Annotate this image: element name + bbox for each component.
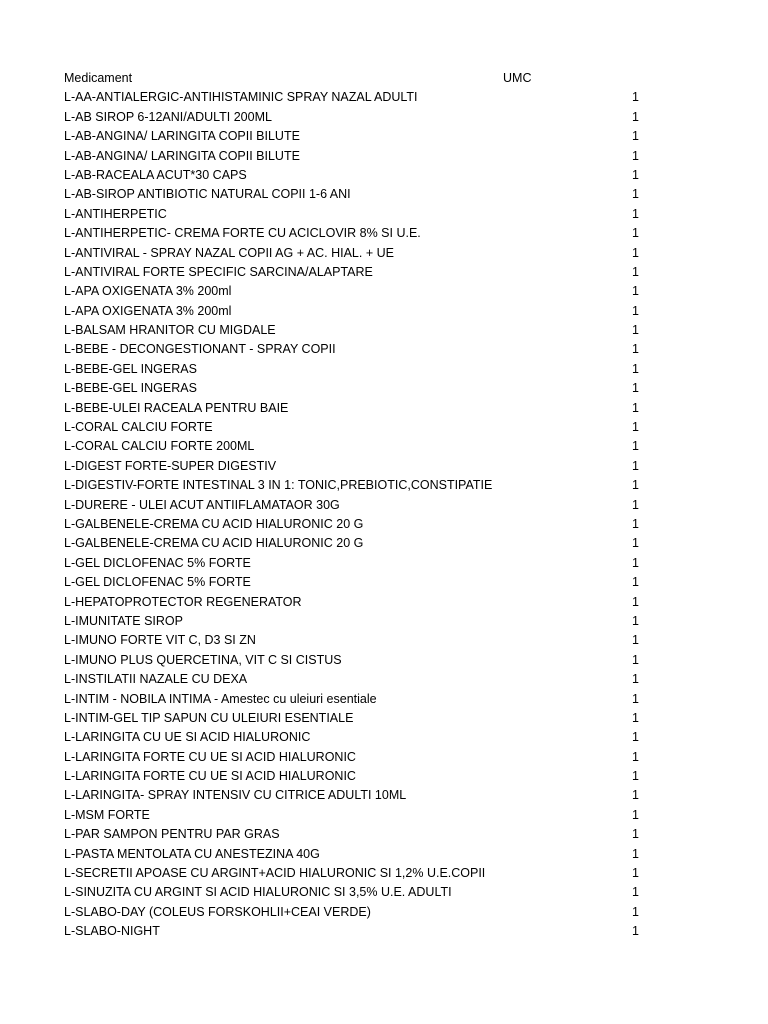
medicament-qty: 1: [632, 148, 639, 163]
medicament-qty: 1: [632, 633, 639, 648]
header-umc: UMC: [503, 71, 532, 85]
medicament-qty: 1: [632, 613, 639, 628]
medicament-qty: 1: [632, 710, 639, 725]
medicament-qty: 1: [632, 439, 639, 454]
table-row: [0, 302, 768, 321]
medicament-qty: 1: [632, 866, 639, 881]
medicament-qty: 1: [632, 264, 639, 279]
table-row: [0, 244, 768, 263]
medicament-qty: 1: [632, 885, 639, 900]
table-body: [0, 88, 768, 941]
medicament-name: L-BALSAM HRANITOR CU MIGDALE: [64, 323, 276, 338]
medicament-name: L-SINUZITA CU ARGINT SI ACID HIALURONIC SI 3,5% U.E. ADULTI: [64, 885, 452, 900]
table-row: [0, 767, 768, 786]
medicament-qty: 1: [632, 904, 639, 919]
medicament-name: L-APA OXIGENATA 3% 200ml: [64, 303, 232, 318]
table-row: [0, 515, 768, 534]
medicament-qty: 1: [632, 323, 639, 338]
table-row: [0, 437, 768, 456]
medicament-name: L-CORAL CALCIU FORTE 200ML: [64, 439, 255, 454]
medicament-name: L-LARINGITA FORTE CU UE SI ACID HIALURONIC: [64, 769, 356, 784]
header-medicament: Medicament: [64, 71, 133, 85]
medicament-name: L-BEBE - DECONGESTIONANT - SPRAY COPII: [64, 342, 336, 357]
table-row: [0, 379, 768, 398]
table-row: [0, 845, 768, 864]
medicament-qty: 1: [632, 691, 639, 706]
medicament-qty: 1: [632, 575, 639, 590]
table-row: [0, 496, 768, 515]
table-row: [0, 399, 768, 418]
table-row: [0, 631, 768, 650]
table-row: [0, 340, 768, 359]
medicament-name: L-ANTIHERPETIC- CREMA FORTE CU ACICLOVIR 8% SI U.E.: [64, 226, 421, 241]
medicament-qty: 1: [632, 129, 639, 144]
medicament-qty: 1: [632, 555, 639, 570]
table-row: [0, 88, 768, 107]
medicament-name: L-APA OXIGENATA 3% 200ml: [64, 284, 232, 299]
table-row: [0, 651, 768, 670]
medicament-name: L-IMUNITATE SIROP: [64, 613, 183, 628]
medicament-qty: 1: [632, 749, 639, 764]
medicament-name: L-ANTIHERPETIC: [64, 206, 167, 221]
medicament-qty: 1: [632, 846, 639, 861]
table-row: [0, 418, 768, 437]
table-row: [0, 554, 768, 573]
table-row: [0, 166, 768, 185]
medicament-name: L-ANTIVIRAL FORTE SPECIFIC SARCINA/ALAPTARE: [64, 264, 373, 279]
medicament-qty: 1: [632, 284, 639, 299]
table-row: [0, 709, 768, 728]
table-row: [0, 825, 768, 844]
table-row: [0, 321, 768, 340]
medicament-qty: 1: [632, 594, 639, 609]
table-row: [0, 147, 768, 166]
table-row: [0, 224, 768, 243]
medicament-qty: 1: [632, 788, 639, 803]
table-row: [0, 127, 768, 146]
medicament-name: L-DIGEST FORTE-SUPER DIGESTIV: [64, 458, 277, 473]
medicament-qty: 1: [632, 652, 639, 667]
medicament-name: L-AA-ANTIALERGIC-ANTIHISTAMINIC SPRAY NAZAL ADULTI: [64, 90, 418, 105]
table-row: [0, 922, 768, 941]
medicament-qty: 1: [632, 90, 639, 105]
medicament-qty: 1: [632, 516, 639, 531]
medicament-qty: 1: [632, 226, 639, 241]
medicament-qty: 1: [632, 924, 639, 939]
medicament-name: L-AB-ANGINA/ LARINGITA COPII BILUTE: [64, 129, 300, 144]
medicament-name: L-GALBENELE-CREMA CU ACID HIALURONIC 20 G: [64, 536, 364, 551]
medicament-qty: 1: [632, 361, 639, 376]
table-row: [0, 612, 768, 631]
medicament-qty: 1: [632, 187, 639, 202]
medicament-qty: 1: [632, 303, 639, 318]
medicament-name: L-PASTA MENTOLATA CU ANESTEZINA 40G: [64, 846, 320, 861]
medicament-qty: 1: [632, 109, 639, 124]
table-row: [0, 534, 768, 553]
table-row: [0, 748, 768, 767]
medicament-qty: 1: [632, 827, 639, 842]
medicament-name: L-CORAL CALCIU FORTE: [64, 420, 213, 435]
medicament-name: L-IMUNO PLUS QUERCETINA, VIT C SI CISTUS: [64, 652, 342, 667]
medicament-name: L-IMUNO FORTE VIT C, D3 SI ZN: [64, 633, 256, 648]
medicament-name: L-AB-SIROP ANTIBIOTIC NATURAL COPII 1-6 ANI: [64, 187, 351, 202]
table-row: [0, 185, 768, 204]
table-row: [0, 593, 768, 612]
medicament-name: L-AB-ANGINA/ LARINGITA COPII BILUTE: [64, 148, 300, 163]
medicament-qty: 1: [632, 730, 639, 745]
medicament-qty: 1: [632, 381, 639, 396]
table-header-row: [0, 69, 768, 88]
medicament-qty: 1: [632, 400, 639, 415]
medicament-qty: 1: [632, 458, 639, 473]
medicament-name: L-GALBENELE-CREMA CU ACID HIALURONIC 20 G: [64, 516, 364, 531]
table-row: [0, 476, 768, 495]
medicament-name: L-SECRETII APOASE CU ARGINT+ACID HIALURONIC SI 1,2% U.E.COPII: [64, 866, 486, 881]
medicament-qty: 1: [632, 672, 639, 687]
medicament-qty: 1: [632, 478, 639, 493]
table-row: [0, 263, 768, 282]
medicament-name: L-PAR SAMPON PENTRU PAR GRAS: [64, 827, 280, 842]
table-row: [0, 728, 768, 747]
medicament-name: L-MSM FORTE: [64, 807, 150, 822]
medicament-table: [0, 69, 768, 942]
medicament-name: L-BEBE-GEL INGERAS: [64, 381, 197, 396]
medicament-name: L-INTIM-GEL TIP SAPUN CU ULEIURI ESENTIALE: [64, 710, 354, 725]
medicament-name: L-HEPATOPROTECTOR REGENERATOR: [64, 594, 302, 609]
medicament-qty: 1: [632, 245, 639, 260]
medicament-name: L-INSTILATII NAZALE CU DEXA: [64, 672, 248, 687]
medicament-name: L-BEBE-GEL INGERAS: [64, 361, 197, 376]
table-row: [0, 205, 768, 224]
medicament-name: L-LARINGITA FORTE CU UE SI ACID HIALURONIC: [64, 749, 356, 764]
table-row: [0, 903, 768, 922]
table-row: [0, 864, 768, 883]
medicament-name: L-SLABO-DAY (COLEUS FORSKOHLII+CEAI VERDE): [64, 904, 371, 919]
medicament-qty: 1: [632, 420, 639, 435]
table-row: [0, 360, 768, 379]
table-row: [0, 786, 768, 805]
medicament-name: L-LARINGITA- SPRAY INTENSIV CU CITRICE ADULTI 10ML: [64, 788, 407, 803]
medicament-name: L-INTIM - NOBILA INTIMA - Amestec cu uleiuri esentiale: [64, 691, 377, 706]
table-row: [0, 883, 768, 902]
medicament-name: L-BEBE-ULEI RACEALA PENTRU BAIE: [64, 400, 289, 415]
medicament-name: L-AB-RACEALA ACUT*30 CAPS: [64, 167, 247, 182]
medicament-qty: 1: [632, 497, 639, 512]
medicament-name: L-ANTIVIRAL - SPRAY NAZAL COPII AG + AC. HIAL. + UE: [64, 245, 394, 260]
table-row: [0, 282, 768, 301]
medicament-qty: 1: [632, 167, 639, 182]
medicament-name: L-AB SIROP 6-12ANI/ADULTI 200ML: [64, 109, 272, 124]
table-row: [0, 573, 768, 592]
medicament-name: L-SLABO-NIGHT: [64, 924, 160, 939]
medicament-qty: 1: [632, 206, 639, 221]
table-row: [0, 670, 768, 689]
medicament-qty: 1: [632, 342, 639, 357]
table-row: [0, 690, 768, 709]
medicament-name: L-DIGESTIV-FORTE INTESTINAL 3 IN 1: TONIC,PREBIOTIC,CONSTIPATIE: [64, 478, 493, 493]
medicament-name: L-GEL DICLOFENAC 5% FORTE: [64, 575, 251, 590]
medicament-name: L-LARINGITA CU UE SI ACID HIALURONIC: [64, 730, 311, 745]
medicament-name: L-GEL DICLOFENAC 5% FORTE: [64, 555, 251, 570]
table-row: [0, 457, 768, 476]
medicament-qty: 1: [632, 536, 639, 551]
medicament-name: L-DURERE - ULEI ACUT ANTIIFLAMATAOR 30G: [64, 497, 340, 512]
table-row: [0, 108, 768, 127]
medicament-qty: 1: [632, 807, 639, 822]
table-row: [0, 806, 768, 825]
medicament-qty: 1: [632, 769, 639, 784]
